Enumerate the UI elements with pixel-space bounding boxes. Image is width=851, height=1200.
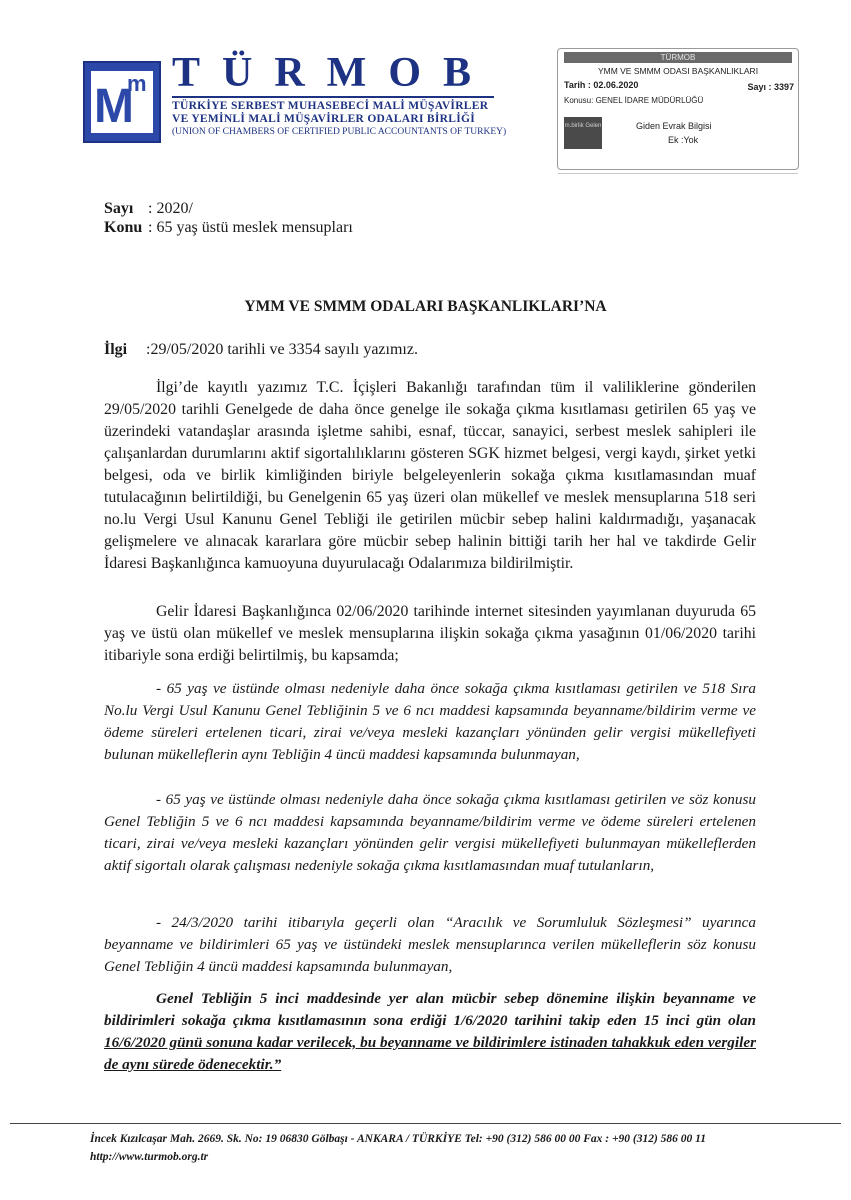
logo-letter: M [94, 80, 134, 133]
document-number [104, 200, 193, 218]
stamp-thumbnail: m.birlik Gelen [564, 117, 602, 149]
stamp-underline [558, 173, 798, 174]
footer-website-link[interactable]: http://www.turmob.org.tr [90, 1151, 209, 1163]
logo-inner [91, 71, 153, 133]
body-paragraph-1: İlgi’de kayıtlı yazımız T.C. İçişleri Bakanlığı tarafından tüm il valiliklerine gönderilen 29/05/2020 tarihli Genelgede de daha önce genelge ile sokağa çıkma kısıtlaması getirilen 65 yaş ve üzerindeki vatandaşlar arasında işletme sahibi, esnaf, tüccar, sanayici, serbest meslek sahipleri ile çalışanlardan durumlarını aktif sigortalılıklarını gösteren SGK hizmet belgesi, vergi kaydı, şirket yetki belgesi, oda ve birlik kimliğinden biriyle belgeleyenlerin sokağa çıkma kısıtlamasından muaf tutulacağının belirtildiği, bu Genelgenin 65 yaş üzeri olan mükellef ve meslek mensuplarına 518 seri no.lu Vergi Usul Kanunu Genel Tebliği ile getirilen mücbir sebep halini kaldırmadığı, yaşanacak gelişmelere ve alınacak kararlara göre mücbir sebep halinin bittiği tarih her hal ve takdirde Gelir İdaresi Başkanlığınca kamuoyuna duyurulacağı Odalarımıza bildirilmiştir. [104, 379, 756, 572]
list-item: - 65 yaş ve üstünde olması nedeniyle daha önce sokağa çıkma kısıtlaması getirilen ve söz konusu Genel Tebliğin 5 ve 6 ncı maddesi kapsamında beyanname/bildirim verme ve ödeme süreleri ertelenen ticari, zirai ve/veya mesleki kazançları yönünden gelir vergisi mükellefiyeti bulunmayan mükelleflerden aktif sigortalı olarak çalışması nedeniyle sokağa çıkma kısıtlamasından muaf tutulanların, [104, 791, 756, 874]
conclusion-paragraph [104, 988, 756, 1076]
stamp-header: TÜRMOB [564, 52, 792, 63]
org-name-line-1: TÜRKİYE SERBEST MUHASEBECİ MALİ MÜŞAVİRLER [172, 100, 489, 112]
registry-stamp [557, 48, 799, 170]
reference-label: İlgi [104, 341, 128, 358]
stamp-number: Sayı : 3397 [747, 82, 794, 92]
stamp-outgoing-info: Giden Evrak Bilgisi [636, 121, 712, 131]
turmob-logo [83, 61, 161, 143]
org-title: TÜRMOB [172, 50, 493, 96]
stamp-date: Tarih : 02.06.2020 [564, 80, 639, 90]
org-name-line-2: VE YEMİNLİ MALİ MÜŞAVİRLER ODALARI BİRLİĞİ [172, 113, 476, 125]
document-number-value: : 2020/ [148, 200, 193, 217]
document-subject [104, 219, 353, 237]
conclusion-lead: Genel Tebliğin 5 inci maddesinde yer alan mücbir sebep dönemine ilişkin beyanname ve bildirimleri sokağa çıkma kısıtlamasının sona erdiği 1/6/2020 tarihini takip eden 15 inci gün olan [104, 990, 756, 1029]
logo-superscript: m [127, 71, 147, 96]
footer-divider [10, 1123, 841, 1124]
org-title-rule [172, 96, 494, 98]
list-item: - 24/3/2020 tarihi itibarıyla geçerli olan “Aracılık ve Sorumluluk Sözleşmesi” uyarınca beyanname ve bildirimleri 65 yaş ve üstündeki meslek mensuplarınca verilen mükelleflerin söz konusu Genel Tebliğin 4 üncü maddesi kapsamında bulunmayan, [104, 914, 756, 975]
stamp-subject: Konusu: GENEL İDARE MÜDÜRLÜĞÜ [564, 96, 704, 105]
reference-line [104, 341, 418, 359]
document-number-label: Sayı [104, 200, 134, 217]
addressee-heading: YMM VE SMMM ODALARI BAŞKANLIKLARI’NA [244, 298, 607, 315]
footer-address: İncek Kızılcaşar Mah. 2669. Sk. No: 19 06830 Gölbaşı - ANKARA / TÜRKİYE Tel: +90 (312) 586 00 00 Fax : +90 (312) 586 00 11 [90, 1133, 707, 1145]
reference-value: :29/05/2020 tarihli ve 3354 sayılı yazımız. [146, 341, 418, 358]
document-subject-value: : 65 yaş üstü meslek mensupları [148, 219, 353, 236]
org-name-english: (UNION OF CHAMBERS OF CERTIFIED PUBLIC ACCOUNTANTS OF TURKEY) [172, 127, 507, 137]
list-item: - 65 yaş ve üstünde olması nedeniyle daha önce sokağa çıkma kısıtlaması getirilen ve 518 Sıra No.lu Vergi Usul Kanunu Genel Tebliğinin 5 ve 6 ncı maddesi kapsamında beyanname/bildirim verme ve ödeme süreleri ertelenen ticari, zirai ve/veya mesleki kazançları yönünden gelir vergisi mükellefiyeti bulunan mükelleflerin aynı Tebliğin 4 üncü maddesi kapsamında bulunmayan, [104, 680, 756, 763]
conclusion-deadline: 16/6/2020 günü sonuna kadar verilecek, bu beyanname ve bildirimlere istinaden tahakkuk eden vergiler de aynı sürede ödenecektir.” [104, 1034, 756, 1073]
document-subject-label: Konu [104, 219, 143, 236]
body-paragraph-2: Gelir İdaresi Başkanlığınca 02/06/2020 tarihinde internet sitesinden yayımlanan duyuruda 65 yaş ve üstü olan mükellef ve meslek mensuplarına ilişkin sokağa çıkma yasağının 01/06/2020 tarihi itibariyle sona erdiği belirtilmiş, bu kapsamda; [104, 603, 756, 664]
stamp-attachment: Ek :Yok [668, 135, 699, 145]
stamp-recipient: YMM VE SMMM ODASI BAŞKANLIKLARI [597, 66, 759, 76]
